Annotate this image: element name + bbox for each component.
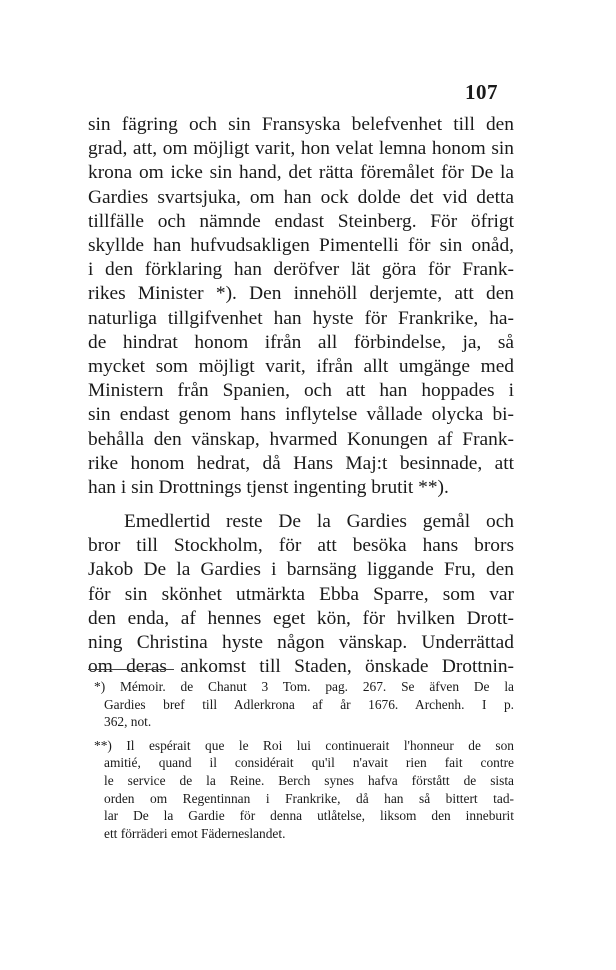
text-line: skyllde han hufvudsakligen Pimentelli för sin onåd, — [88, 235, 514, 257]
text-line: Emedlertid reste De la Gardies gemål och — [124, 511, 514, 532]
text-line: i den förklaring han deröfver lät göra för Frank- — [88, 259, 514, 281]
text-line: han i sin Drottnings tjenst ingenting brutit **). — [88, 477, 449, 499]
text-line: Jakob De la Gardies i barnsäng liggande Fru, den — [88, 559, 514, 581]
text-line: tillfälle och nämnde endast Steinberg. För öfrigt — [88, 210, 514, 232]
text-line: grad, att, om möjligt varit, hon velat lemna honom sin — [88, 138, 514, 160]
footnote-line: amitié, quand il considérait qu'il n'avait rien fait contre — [104, 755, 514, 771]
paragraph-2 — [88, 510, 514, 679]
footnote-line: ett förräderi emot Fäderneslandet. — [104, 825, 286, 841]
footnote-1 — [88, 678, 514, 731]
text-line: sin endast genom hans inflytelse vållade olycka bi- — [88, 404, 514, 426]
footnote-line: 362, not. — [104, 714, 152, 730]
footnote-line: lar De la Gardie för denna utlåtelse, liksom den inneburit — [104, 808, 514, 824]
text-line: de hindrat honom ifrån all förbindelse, ja, så — [88, 331, 514, 353]
text-line: Ministern från Spanien, och att han hoppades i — [88, 380, 514, 402]
footnote-line: orden om Regentinnan i Frankrike, då han så bittert tad- — [104, 790, 514, 806]
text-line: bror till Stockholm, för att besöka hans brors — [88, 535, 514, 557]
text-line: sin fägring och sin Fransyska belefvenhet till den — [88, 114, 514, 135]
text-line: rikes Minister *). Den innehöll derjemte, att den — [88, 283, 514, 305]
text-line: för sin skönhet utmärkta Ebba Sparre, som var — [88, 583, 514, 605]
page-number: 107 — [465, 80, 498, 104]
text-line: mycket som möjligt varit, ifrån allt umgänge med — [88, 356, 514, 378]
text-line: rike honom hedrat, då Hans Maj:t besinnade, att — [88, 452, 514, 474]
footnote-line: Gardies bref till Adlerkrona af år 1676. Archenh. I p. — [104, 696, 514, 712]
footnote-line: *) Mémoir. de Chanut 3 Tom. pag. 267. Se äfven De la — [94, 679, 514, 694]
footnotes — [88, 678, 514, 842]
text-line: ning Christina hyste någon vänskap. Underrättad — [88, 632, 514, 654]
footnote-separator — [88, 669, 174, 670]
text-line: Gardies svartsjuka, om han ock dolde det vid detta — [88, 186, 514, 208]
footnote-2 — [88, 737, 514, 843]
text-line: krona om icke sin hand, det rätta föremålet för De la — [88, 162, 514, 184]
text-line: behålla den vänskap, hvarmed Konungen af Frank- — [88, 428, 514, 450]
text-line: den enda, af hennes eget kön, för hvilken Drott- — [88, 607, 514, 629]
text-line: om deras ankomst till Staden, önskade Drottnin- — [88, 656, 514, 678]
text-line: naturliga tillgifvenhet han hyste för Frankrike, ha- — [88, 307, 514, 329]
footnote-line: **) Il espérait que le Roi lui continuerait l'honneur de son — [94, 737, 514, 753]
footnote-line: le service de la Reine. Berch synes hafva förstått de sista — [104, 772, 514, 788]
paragraph-1 — [88, 113, 514, 500]
